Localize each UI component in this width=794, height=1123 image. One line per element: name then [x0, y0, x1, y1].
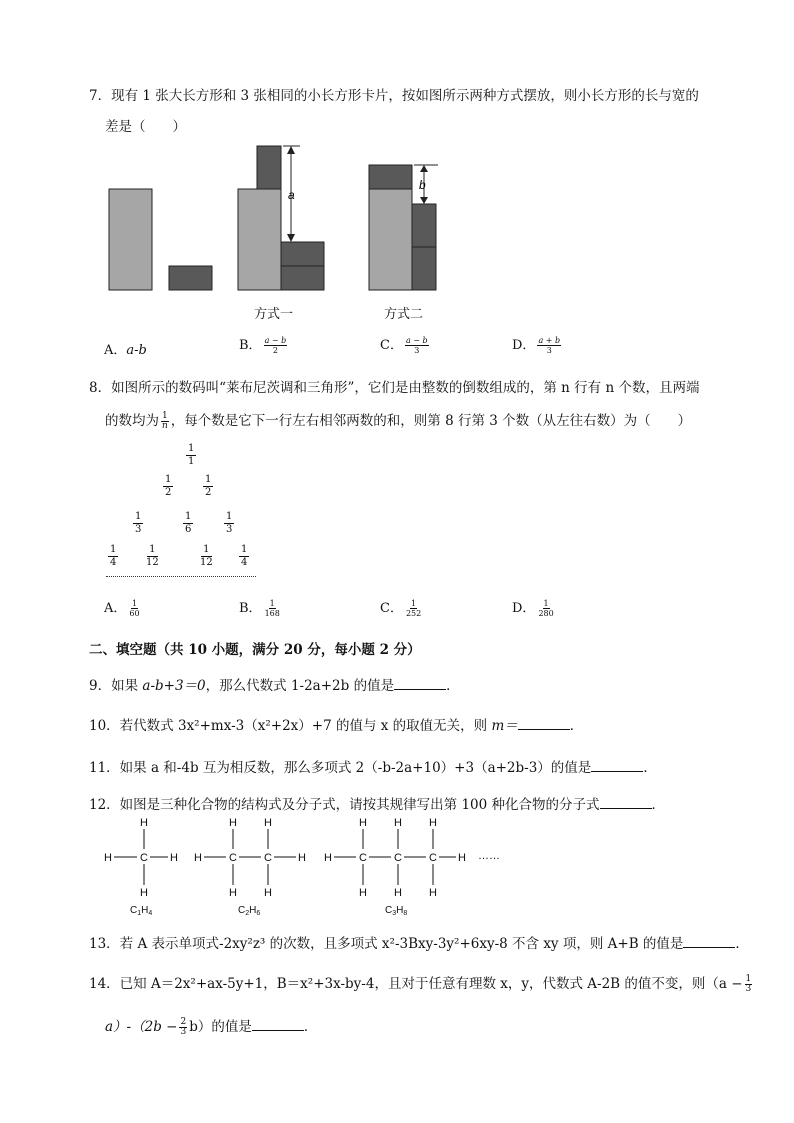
- q8-stem-line1: 8．如图所示的数码叫“莱布尼茨调和三角形”，它们是由整数的倒数组成的，第 n 行有 n 个数，且两端: [89, 380, 700, 396]
- atom-h: H: [104, 852, 112, 864]
- frac-denominator: 3: [546, 346, 552, 355]
- method2-big-rect: [369, 189, 412, 290]
- atom-h: H: [229, 817, 237, 829]
- q8-option-d[interactable]: D． $\frac{1}{280}$: [512, 599, 554, 618]
- option-letter: B．: [239, 338, 262, 353]
- atom-h: H: [359, 817, 367, 829]
- q8-option-a[interactable]: A． $\frac{1}{60}$: [104, 599, 140, 618]
- atom-h: H: [264, 887, 272, 899]
- triangle-cell: $\frac{1}{4}$: [241, 544, 248, 568]
- q7-rectangle-figure: [100, 140, 460, 300]
- q13-stem: 13．若 A 表示单项式-2xy²z³ 的次数，且多项式 x²-3Bxy-3y²+6xy-8 不含 xy 项，则 A+B 的值是 ．: [89, 936, 749, 952]
- triangle-continuation-line: [106, 576, 256, 577]
- frac-denominator: 3: [414, 346, 420, 355]
- frac-numerator: a − b: [264, 336, 287, 345]
- q7-stem-line1: 7．现有 1 张大长方形和 3 张相同的小长方形卡片，按如图所示两种方式摆放，则小长方形的长与宽的: [89, 88, 699, 104]
- atom-h: H: [140, 817, 148, 829]
- caption-method1: 方式一: [254, 307, 294, 322]
- atom-h: H: [229, 887, 237, 899]
- triangle-cell: $\frac{1}{3}$: [135, 511, 142, 535]
- frac-numerator: a + b: [538, 336, 561, 345]
- atom-c: C: [140, 852, 148, 864]
- formula-c2h6: $C_2H_6$: [238, 905, 261, 917]
- triangle-cell: $\frac{1}{12}$: [146, 544, 159, 568]
- section-heading: 二、填空题（共 10 小题，满分 20 分，每小题 2 分）: [89, 642, 421, 658]
- q12-structural-formulas: [100, 814, 520, 919]
- option-text: a-b: [126, 343, 147, 358]
- answer-blank[interactable]: [252, 1018, 304, 1031]
- q11-stem: 11．如果 a 和-4b 互为相反数，那么多项式 2（-b-2a+10）+3（a+2b-3）的值是 ．: [89, 760, 657, 776]
- option-letter: A．: [104, 343, 127, 358]
- q14-stem-line2: a）-（2b − $\frac{2}{3}$ b）的值是 ．: [105, 1017, 318, 1037]
- atom-h: H: [194, 852, 202, 864]
- atom-h: H: [264, 817, 272, 829]
- atom-h: H: [429, 817, 437, 829]
- small-rectangle-card: [169, 266, 212, 290]
- harmonic-triangle: [100, 440, 270, 580]
- atom-c: C: [264, 852, 272, 864]
- big-rectangle-card: [109, 189, 152, 290]
- q7-option-a[interactable]: [104, 339, 147, 358]
- atom-c: C: [394, 852, 402, 864]
- triangle-cell: $\frac{1}{4}$: [110, 544, 117, 568]
- frac-numerator: a − b: [405, 336, 428, 345]
- answer-blank[interactable]: [600, 796, 652, 809]
- atom-h: H: [458, 852, 466, 864]
- formula-c3h8: $C_3H_8$: [385, 905, 408, 917]
- atom-h: H: [140, 887, 148, 899]
- method1-big-rect: [238, 189, 281, 290]
- triangle-cell: $\frac{1}{2}$: [165, 474, 172, 498]
- method1-small-1: [281, 242, 324, 266]
- q7-stem-line2: 差是（ ）: [105, 119, 186, 135]
- triangle-cell: $\frac{1}{12}$: [200, 544, 213, 568]
- atom-h: H: [170, 852, 178, 864]
- atom-c: C: [359, 852, 367, 864]
- answer-blank[interactable]: [591, 759, 643, 772]
- method2-small-1: [412, 204, 436, 247]
- option-letter: C．: [380, 338, 403, 353]
- q12-stem: 12．如图是三种化合物的结构式及分子式，请按其规律写出第 100 种化合物的分子式 ．: [89, 797, 666, 813]
- triangle-cell: $\frac{1}{3}$: [226, 511, 233, 535]
- formula-c1h4: $C_1H_4$: [130, 905, 153, 917]
- method2-small-horizontal: [369, 165, 412, 189]
- answer-blank[interactable]: [683, 935, 735, 948]
- method2-small-2: [412, 247, 436, 290]
- method1-small-vertical: [257, 146, 281, 189]
- answer-blank[interactable]: [394, 677, 446, 690]
- q8-option-b[interactable]: B． $\frac{1}{168}$: [239, 599, 280, 618]
- atom-h: H: [324, 852, 332, 864]
- method1-small-2: [281, 266, 324, 290]
- q8-option-c[interactable]: C． $\frac{1}{252}$: [380, 599, 422, 618]
- ellipsis: ……: [478, 850, 500, 862]
- label-b: b: [419, 178, 426, 192]
- label-a: a: [288, 188, 295, 202]
- frac-denominator: 2: [272, 346, 278, 355]
- q8-stem-line2: 的数均为 $\frac{1}{n}$ ，每个数是它下一行左右相邻两数的和，则第 8 行第 3 个数（从左往右数）为（ ）: [105, 411, 692, 431]
- atom-h: H: [298, 852, 306, 864]
- q7-option-c[interactable]: [380, 334, 431, 355]
- q7-option-d[interactable]: [512, 334, 563, 355]
- triangle-cell: $\frac{1}{2}$: [205, 474, 212, 498]
- option-letter: D．: [512, 338, 536, 353]
- answer-blank[interactable]: [518, 717, 570, 730]
- atom-h: H: [359, 887, 367, 899]
- q7-option-b[interactable]: [239, 334, 289, 355]
- q14-stem-line1: 14．已知 A＝2x²+ax-5y+1，B＝x²+3x-by-4，且对于任意有理数 x，y，代数式 A-2B 的值不变，则（a − $\frac{1}{3}$: [89, 974, 752, 994]
- triangle-cell: $\frac{1}{1}$: [188, 443, 195, 467]
- q9-stem: 9．如果 a-b+3＝0，那么代数式 1-2a+2b 的值是 ．: [89, 678, 460, 694]
- caption-method2: 方式二: [384, 307, 424, 322]
- triangle-cell: $\frac{1}{6}$: [185, 511, 192, 535]
- q10-stem: 10．若代数式 3x²+mx-3（x²+2x）+7 的值与 x 的取值无关，则 m＝ ．: [89, 718, 584, 734]
- atom-c: C: [229, 852, 237, 864]
- atom-c: C: [429, 852, 437, 864]
- atom-h: H: [394, 817, 402, 829]
- atom-h: H: [429, 887, 437, 899]
- atom-h: H: [394, 887, 402, 899]
